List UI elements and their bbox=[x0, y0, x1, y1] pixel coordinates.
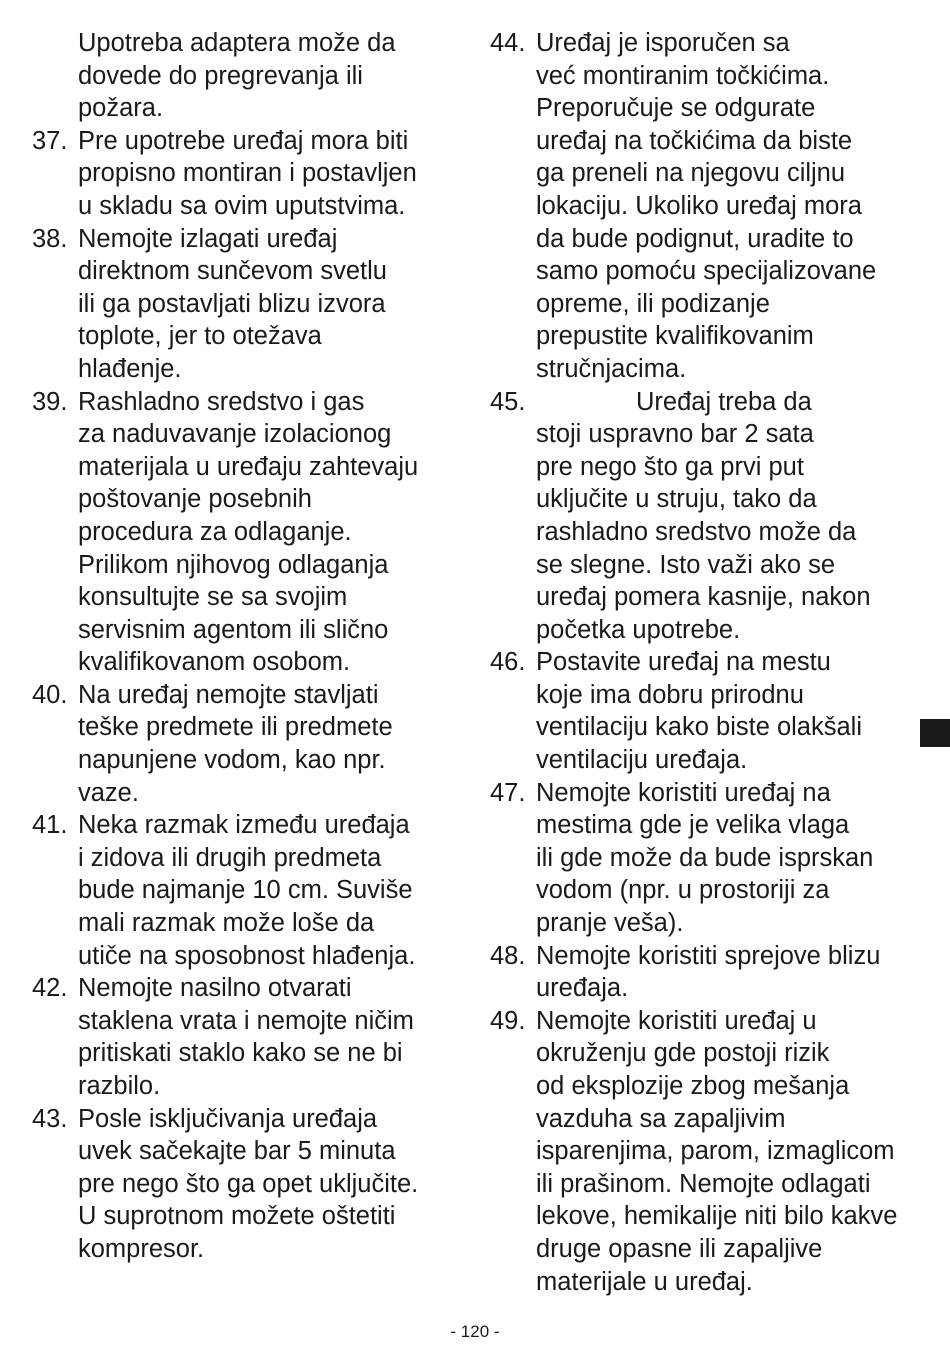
item-number: 37. bbox=[32, 126, 68, 155]
text-line: Neka razmak između uređaja bbox=[78, 811, 410, 840]
text-line: hlađenje. bbox=[78, 354, 182, 383]
text-line: U suprotnom možete oštetiti bbox=[78, 1202, 396, 1231]
text-line: servisnim agentom ili slično bbox=[78, 615, 389, 644]
text-line: rashladno sredstvo može da bbox=[536, 517, 857, 546]
list-item-48 bbox=[490, 940, 930, 1005]
continuation-paragraph bbox=[32, 27, 462, 125]
list-item-46 bbox=[490, 646, 930, 776]
text-line: vodom (npr. u prostoriji za bbox=[536, 876, 830, 905]
text-line: konsultujte se sa svojim bbox=[78, 583, 348, 612]
list-item-39 bbox=[32, 386, 462, 679]
text-line: propisno montiran i postavljen bbox=[78, 159, 417, 188]
text-line: toplote, jer to otežava bbox=[78, 322, 322, 351]
item-number: 38. bbox=[32, 224, 68, 253]
text-line: dovede do pregrevanja ili bbox=[78, 61, 363, 90]
text-line: teške predmete ili predmete bbox=[78, 713, 393, 742]
item-number: 39. bbox=[32, 387, 68, 416]
text-line: Rashladno sredstvo i gas bbox=[78, 387, 365, 416]
text-line: bude najmanje 10 cm. Suviše bbox=[78, 876, 413, 905]
text-line: mestima gde je velika vlaga bbox=[536, 811, 850, 840]
text-line: kvalifikovanom osobom. bbox=[78, 648, 351, 677]
text-line: Pre upotrebe uređaj mora biti bbox=[78, 126, 409, 155]
item-number: 44. bbox=[490, 29, 526, 57]
text-line: ili gde može da bude isprskan bbox=[536, 843, 874, 872]
text-line: Nemojte koristiti uređaj u bbox=[536, 1006, 817, 1035]
text-line: ili prašinom. Nemojte odlagati bbox=[536, 1169, 871, 1198]
item-number: 43. bbox=[32, 1104, 68, 1133]
list-item-43 bbox=[32, 1103, 462, 1266]
text-line: materijala u uređaju zahtevaju bbox=[78, 452, 419, 481]
text-line: Prilikom njihovog odlaganja bbox=[78, 550, 389, 579]
text-line: se slegne. Isto važi ako se bbox=[536, 550, 836, 579]
text-line: Uređaj treba da bbox=[636, 387, 812, 416]
list-item-41 bbox=[32, 809, 462, 972]
text-line: ventilaciju kako biste olakšali bbox=[536, 713, 862, 742]
text-line: koje ima dobru prirodnu bbox=[536, 680, 804, 709]
text-line: pritiskati staklo kako se ne bi bbox=[78, 1039, 403, 1068]
text-line: opreme, ili podizanje bbox=[536, 289, 770, 318]
text-line: okruženju gde postoji rizik bbox=[536, 1039, 830, 1068]
text-line: razbilo. bbox=[78, 1072, 161, 1100]
text-line: za naduvavanje izolacionog bbox=[78, 420, 392, 449]
text-line: Upotreba adaptera može da bbox=[78, 29, 396, 57]
text-line: Na uređaj nemojte stavljati bbox=[78, 680, 379, 709]
text-line: požara. bbox=[78, 94, 164, 123]
text-line: Posle isključivanja uređaja bbox=[78, 1104, 378, 1133]
text-line: napunjene vodom, kao npr. bbox=[78, 746, 386, 775]
text-line: Preporučuje se odgurate bbox=[536, 94, 816, 123]
left-column bbox=[32, 27, 462, 1266]
text-line: Nemojte koristiti sprejove blizu bbox=[536, 941, 881, 970]
text-line: materijale u uređaj. bbox=[536, 1267, 753, 1296]
list-item-47 bbox=[490, 777, 930, 940]
text-line: početka upotrebe. bbox=[536, 615, 741, 644]
text-line: i zidova ili drugih predmeta bbox=[78, 843, 382, 872]
text-line: stoji uspravno bar 2 sata bbox=[536, 420, 814, 449]
text-line: u skladu sa ovim uputstvima. bbox=[78, 191, 406, 220]
text-line: ga preneli na njegovu ciljnu bbox=[536, 159, 846, 188]
list-item-37 bbox=[32, 125, 462, 223]
item-number: 47. bbox=[490, 778, 526, 807]
text-line: isparenjima, parom, izmaglicom bbox=[536, 1137, 895, 1166]
text-line: uređaj pomera kasnije, nakon bbox=[536, 583, 871, 612]
list-item-40 bbox=[32, 679, 462, 809]
list-item-45 bbox=[490, 386, 930, 647]
item-number: 40. bbox=[32, 680, 68, 709]
text-line: ili ga postavljati blizu izvora bbox=[78, 289, 386, 318]
text-line: utiče na sposobnost hlađenja. bbox=[78, 941, 416, 970]
text-line: prepustite kvalifikovanim bbox=[536, 322, 814, 351]
text-line: uključite u struju, tako da bbox=[536, 485, 817, 514]
text-line: lokaciju. Ukoliko uređaj mora bbox=[536, 191, 862, 220]
text-line: Postavite uređaj na mestu bbox=[536, 648, 831, 677]
text-line: druge opasne ili zapaljive bbox=[536, 1234, 823, 1263]
text-line: lekove, hemikalije niti bilo kakve bbox=[536, 1202, 898, 1231]
item-number: 49. bbox=[490, 1006, 526, 1035]
text-line: od eksplozije zbog mešanja bbox=[536, 1072, 850, 1100]
text-line: ventilaciju uređaja. bbox=[536, 746, 748, 775]
text-line: uređaj na točkićima da biste bbox=[536, 126, 853, 155]
list-item-44 bbox=[490, 27, 930, 386]
text-line: procedura za odlaganje. bbox=[78, 517, 352, 546]
text-line: uređaja. bbox=[536, 974, 629, 1003]
text-line: pre nego što ga prvi put bbox=[536, 452, 804, 481]
text-line: Nemojte izlagati uređaj bbox=[78, 224, 338, 253]
item-number: 41. bbox=[32, 811, 68, 840]
list-item-49 bbox=[490, 1005, 930, 1298]
text-line: stručnjacima. bbox=[536, 354, 687, 383]
item-number: 48. bbox=[490, 941, 526, 970]
right-column bbox=[490, 27, 930, 1298]
list-item-42 bbox=[32, 972, 462, 1102]
item-number: 42. bbox=[32, 974, 68, 1003]
text-line: staklena vrata i nemojte ničim bbox=[78, 1006, 414, 1035]
text-line: kompresor. bbox=[78, 1234, 205, 1263]
text-line: Nemojte koristiti uređaj na bbox=[536, 778, 831, 807]
page-number: - 120 - bbox=[450, 1322, 500, 1341]
text-line: Nemojte nasilno otvarati bbox=[78, 974, 352, 1003]
item-number: 45. bbox=[490, 387, 526, 416]
text-line: samo pomoću specijalizovane bbox=[536, 257, 877, 286]
text-line: vazduha sa zapaljivim bbox=[536, 1104, 786, 1133]
section-tab-marker bbox=[920, 719, 950, 747]
text-line: direktnom sunčevom svetlu bbox=[78, 257, 387, 286]
text-line: mali razmak može loše da bbox=[78, 909, 375, 938]
text-line: pranje veša). bbox=[536, 909, 684, 938]
item-number: 46. bbox=[490, 648, 526, 677]
text-line: vaze. bbox=[78, 778, 139, 807]
text-line: poštovanje posebnih bbox=[78, 485, 312, 514]
text-line: već montiranim točkićima. bbox=[536, 61, 830, 90]
text-line: Uređaj je isporučen sa bbox=[536, 29, 790, 57]
list-item-38 bbox=[32, 223, 462, 386]
text-line: da bude podignut, uradite to bbox=[536, 224, 854, 253]
text-line: pre nego što ga opet uključite. bbox=[78, 1169, 419, 1198]
text-line: uvek sačekajte bar 5 minuta bbox=[78, 1137, 396, 1166]
